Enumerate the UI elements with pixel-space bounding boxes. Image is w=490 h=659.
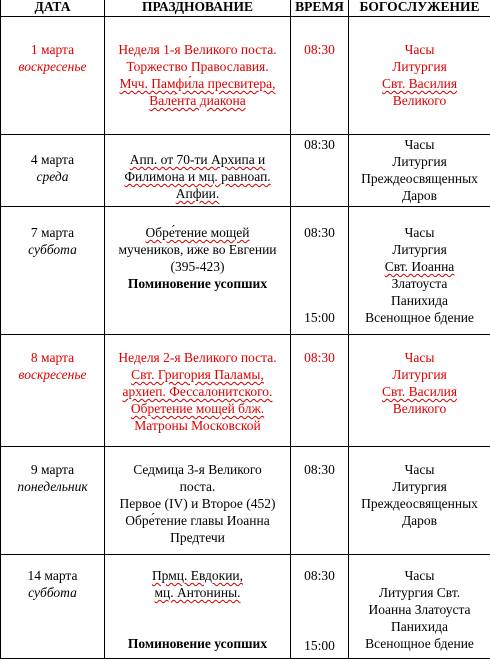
- feast-line: Прмц. Евдокии,: [105, 567, 290, 584]
- weekday: воскресенье: [1, 58, 104, 75]
- feast-cell: [105, 555, 291, 659]
- feast-cell: [105, 207, 291, 335]
- service-line: Панихида: [349, 292, 490, 309]
- service-line: Часы: [349, 224, 490, 241]
- feast-line: Поминовение усопших: [105, 635, 290, 652]
- time-cell: [291, 17, 349, 135]
- feast-cell: [105, 335, 291, 447]
- service-line: Свт. Василия: [349, 75, 490, 92]
- feast-cell: [105, 135, 291, 207]
- service-line: Часы: [349, 567, 490, 584]
- service-line: Часы: [349, 349, 490, 366]
- time: 15:00: [291, 309, 348, 326]
- service-line: Литургия Свт.: [349, 584, 490, 601]
- date: 1 марта: [1, 41, 104, 58]
- service-line: Часы: [349, 136, 490, 153]
- time: 08:30: [291, 567, 348, 584]
- service-line: Литургия: [349, 153, 490, 170]
- header-row: [1, 0, 490, 17]
- service-line: Великого: [349, 92, 490, 109]
- table-row: [1, 17, 490, 135]
- service-cell: [349, 335, 490, 447]
- service-line: Литургия: [349, 478, 490, 495]
- feast-line: поста.: [105, 478, 290, 495]
- feast-line: Неделя 2-я Великого поста.: [105, 349, 290, 366]
- feast-cell: [105, 447, 291, 555]
- time: 15:00: [291, 637, 348, 654]
- weekday: понедельник: [1, 478, 104, 495]
- time: 08:30: [291, 41, 348, 58]
- service-cell: [349, 555, 490, 659]
- table-row: [1, 207, 490, 335]
- header-feast: ПРАЗДНОВАНИЕ: [105, 0, 291, 17]
- date-cell: [1, 447, 105, 555]
- time: 08:30: [291, 461, 348, 478]
- feast-line: Свт. Григория Паламы,: [105, 366, 290, 383]
- date: 9 марта: [1, 461, 104, 478]
- feast-line: Обре́тение мощей: [105, 224, 290, 241]
- feast-line: Торжество Православия.: [105, 58, 290, 75]
- feast-cell: [105, 17, 291, 135]
- service-line: Даров: [349, 187, 490, 204]
- feast-line: мц. Антонины.: [105, 584, 290, 601]
- service-line: Литургия: [349, 366, 490, 383]
- feast-line: Первое (IV) и Второе (452): [105, 495, 290, 512]
- feast-line: (395-423): [105, 258, 290, 275]
- service-line: Даров: [349, 512, 490, 529]
- service-line: Великого: [349, 400, 490, 417]
- feast-line: Неделя 1-я Великого поста.: [105, 41, 290, 58]
- feast-line: Обре́тение главы Иоанна: [105, 512, 290, 529]
- service-line: Часы: [349, 41, 490, 58]
- service-line: Литургия: [349, 58, 490, 75]
- date-cell: [1, 207, 105, 335]
- table-row: [1, 447, 490, 555]
- service-line: Свт. Василия: [349, 383, 490, 400]
- weekday: воскресенье: [1, 366, 104, 383]
- header-date: ДАТА: [1, 0, 105, 17]
- time: 08:30: [291, 136, 348, 153]
- table-row: [1, 135, 490, 207]
- feast-line: Мчч. Памфи́ла пресвитера,: [105, 75, 290, 92]
- service-cell: [349, 135, 490, 207]
- feast-line: мучеников, иже во Евгении: [105, 241, 290, 258]
- service-line: Панихида: [349, 618, 490, 635]
- time-cell: [291, 207, 349, 335]
- feast-line: Поминовение усопших: [105, 275, 290, 292]
- time-cell: [291, 447, 349, 555]
- service-line: Литургия: [349, 241, 490, 258]
- date: 14 марта: [1, 567, 104, 584]
- header-service: БОГОСЛУЖЕНИЕ: [349, 0, 490, 17]
- service-line: Преждеосвященных: [349, 495, 490, 512]
- feast-line: Предтечи: [105, 529, 290, 546]
- table-row: [1, 555, 490, 659]
- feast-line: Филимона и мц. равноап.: [105, 168, 290, 185]
- weekday: суббота: [1, 241, 104, 258]
- service-cell: [349, 447, 490, 555]
- date-cell: [1, 135, 105, 207]
- service-cell: [349, 207, 490, 335]
- date-cell: [1, 335, 105, 447]
- time: 08:30: [291, 224, 348, 241]
- service-line: Всенощное бдение: [349, 635, 490, 652]
- table-row: [1, 335, 490, 447]
- feast-line: Апп. от 70-ти Архипа и: [105, 151, 290, 168]
- feast-line: Обретение мощей блж.: [105, 400, 290, 417]
- weekday: среда: [1, 168, 104, 185]
- time-cell: [291, 555, 349, 659]
- feast-line: архиеп. Фессалонитского.: [105, 383, 290, 400]
- date-cell: [1, 17, 105, 135]
- date: 7 марта: [1, 224, 104, 241]
- service-line: Златоуста: [349, 275, 490, 292]
- feast-line: Апфии.: [105, 185, 290, 202]
- feast-line: Матроны Московской: [105, 417, 290, 434]
- service-line: Преждеосвященных: [349, 170, 490, 187]
- service-line: Свт. Иоанна: [349, 258, 490, 275]
- date: 8 марта: [1, 349, 104, 366]
- service-cell: [349, 17, 490, 135]
- header-time: ВРЕМЯ: [291, 0, 349, 17]
- service-line: Часы: [349, 461, 490, 478]
- date: 4 марта: [1, 151, 104, 168]
- time-cell: [291, 335, 349, 447]
- service-line: Всенощное бдение: [349, 309, 490, 326]
- date-cell: [1, 555, 105, 659]
- weekday: суббота: [1, 584, 104, 601]
- time: 08:30: [291, 349, 348, 366]
- time-cell: [291, 135, 349, 207]
- feast-line: Седмица 3-я Великого: [105, 461, 290, 478]
- service-line: Иоанна Златоуста: [349, 601, 490, 618]
- feast-line: Вале́нта диакона: [105, 92, 290, 109]
